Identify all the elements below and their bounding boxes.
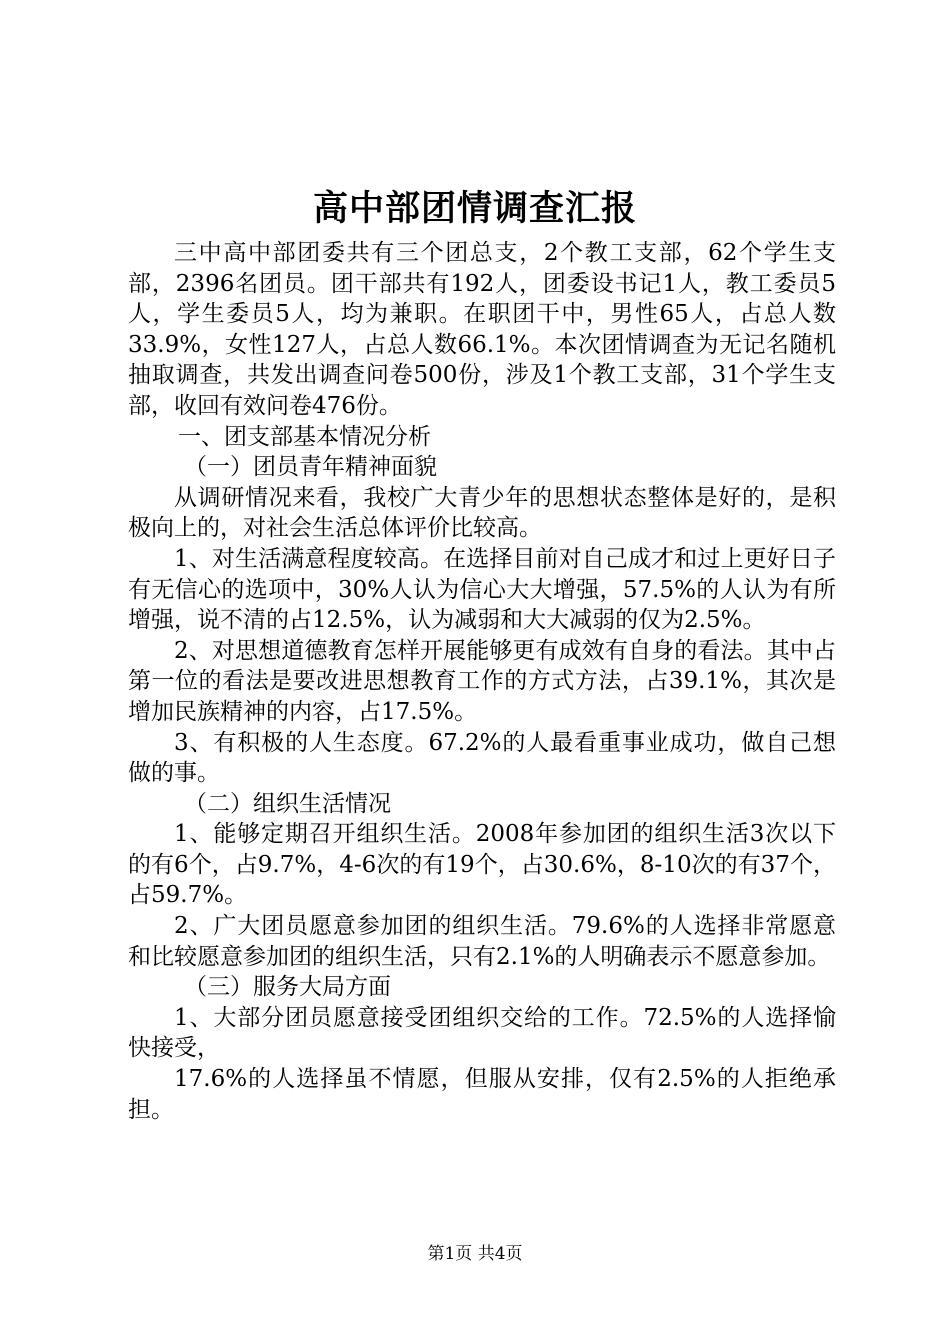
- subsection-heading-2: （二）组织生活情况: [184, 790, 391, 817]
- subsection-heading-3: （三）服务大局方面: [184, 974, 391, 1001]
- paragraph-intro: 三中高中部团委共有三个团总支，2个教工支部，62个学生支部，2396名团员。团干部共有192人，团委设书记1人，教工委员5人，学生委员5人，均为兼职。在职团干中，男性65人，占总人数33.9%，女性127人，占总人数66.1%。本次团情调查为无记名随机抽取调查，共发出调查问卷500份，涉及1个教工支部，31个学生支部，收回有效问卷476份。: [128, 240, 836, 419]
- page-footer: 第1页 共4页: [427, 1244, 523, 1264]
- paragraph-item-2-2: 2、广大团员愿意参加团的组织生活。79.6%的人选择非常愿意和比较愿意参加团的组织生活，只有2.1%的人明确表示不愿意参加。: [128, 913, 836, 970]
- document-body: [128, 238, 836, 1125]
- document-title: 高中部团情调查汇报: [312, 188, 637, 229]
- paragraph-item-2-1: 1、能够定期召开组织生活。2008年参加团的组织生活3次以下的有6个，占9.7%，4-6次的有19个，占30.6%，8-10次的有37个，占59.7%。: [128, 821, 836, 909]
- paragraph-item-3-1: 1、大部分团员愿意接受团组织交给的工作。72.5%的人选择愉快接受，: [128, 1004, 836, 1062]
- paragraph-item-3-1-cont: 17.6%的人选择虽不情愿，但服从安排，仅有2.5%的人拒绝承担。: [128, 1066, 836, 1123]
- paragraph-overview: 从调研情况来看，我校广大青少年的思想状态整体是好的，是积极向上的，对社会生活总体评价比较高。: [128, 484, 836, 542]
- paragraph-item-1-3: 3、有积极的人生态度。67.2%的人最看重事业成功，做自己想做的事。: [128, 729, 836, 787]
- subsection-heading-1: （一）团员青年精神面貌: [184, 454, 437, 481]
- section-heading-1: 一、团支部基本情况分析: [178, 423, 431, 450]
- paragraph-item-1-1: 1、对生活满意程度较高。在选择目前对自己成才和过上更好日子有无信心的选项中，30%人认为信心大大增强，57.5%的人认为有所增强，说不清的占12.5%，认为减弱和大大减弱的仅为2.5%。: [128, 545, 836, 634]
- paragraph-item-1-2: 2、对思想道德教育怎样开展能够更有成效有自身的看法。其中占第一位的看法是要改进思想教育工作的方式方法，占39.1%，其次是增加民族精神的内容，占17.5%。: [128, 637, 836, 725]
